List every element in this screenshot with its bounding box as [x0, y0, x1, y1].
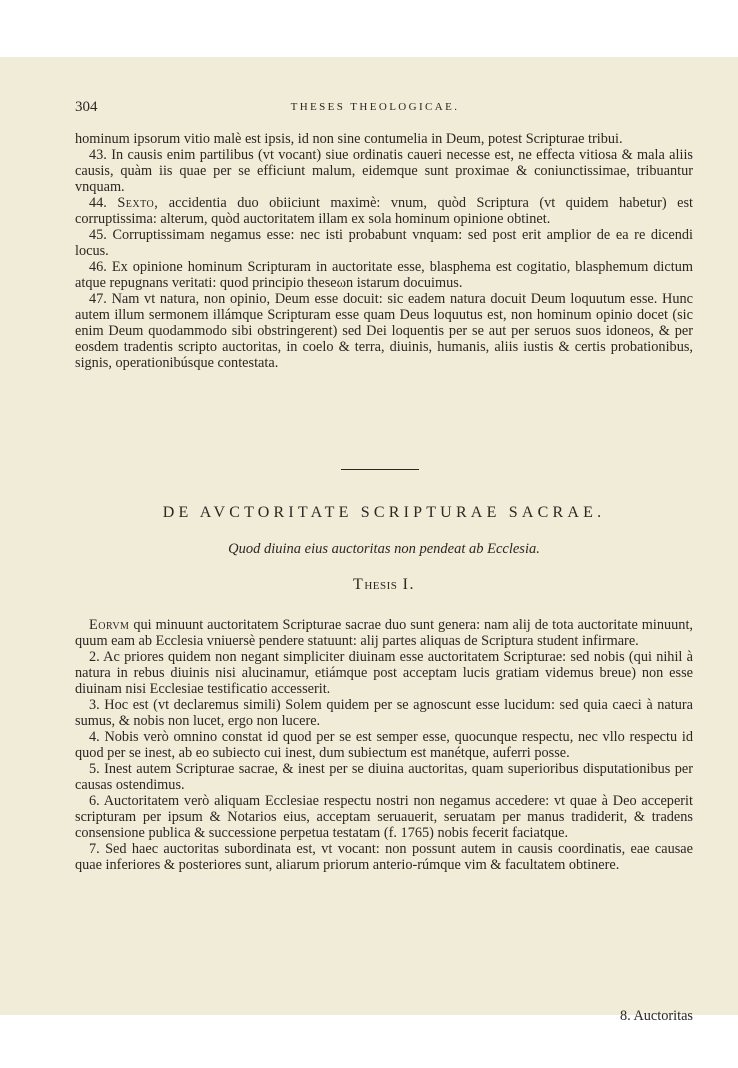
paragraph-44-text: accidentia duo obiiciunt maximè: vnum, quòd Scriptura (vt quidem habetur) est corruptissima: alterum, quòd auctoritatem illam ex sola hominum opinione obtinet. [75, 195, 693, 227]
thesis-number: I. [402, 576, 415, 593]
catchword: 8. Auctoritas [619, 1008, 693, 1024]
paragraph-44 [75, 195, 693, 227]
paragraph-46: 46. Ex opinione hominum Scripturam in auctoritate esse, blasphema est cogitatio, blasphemum dictum atque repugnans veritati: quod principio theseωn istarum docuimus. [75, 259, 693, 291]
paragraph-6: 6. Auctoritatem verò aliquam Ecclesiae respectu nostri non negamus accedere: vt quae à Deo acceperit scripturam per ipsum & Notarios eius, acceptam seruauerit, seruatam per manus tradiderit, & tradens consensione publica & successione perpetua testatam (f. 1765) nobis fecerit faciatque. [75, 793, 693, 841]
paragraph-5: 5. Inest autem Scripturae sacrae, & inest per se diuina auctoritas, quam superioribus disputationibus per causas ostendimus. [75, 761, 693, 793]
thesis-word: hesis [364, 577, 398, 593]
text-block-1 [75, 131, 693, 371]
book-page [0, 57, 738, 1024]
sexto-smallcaps: Sexto, [117, 195, 159, 211]
paragraph-44-number: 44. [89, 195, 107, 211]
running-head: THESES THEOLOGICAE. [290, 101, 460, 113]
paragraph-4: 4. Nobis verò omnino constat id quod per se est semper esse, quocunque respectu, nec vllo respectu id quod per se inest, ab eo subiecto cui inest, dum subiectum est manétque, auferri posse. [75, 729, 693, 761]
paragraph-45: 45. Corruptissimam negamus esse: nec isti probabunt vnquam: sed post erit amplior de ea re dicendi locus. [75, 227, 693, 259]
section-subtitle: Quod diuina eius auctoritas non pendeat ab Ecclesia. [228, 541, 540, 557]
paragraph-3: 3. Hoc est (vt declaremus simili) Solem quidem per se agnoscunt esse lucidum: sed quia caeci à natura sumus, & nobis non lucet, ergo non lucere. [75, 697, 693, 729]
paragraph-continued: hominum ipsorum vitio malè est ipsis, id non sine contumelia in Deum, potest Scripturae tribui. [75, 131, 623, 147]
text-block-2 [75, 617, 693, 873]
thesis-initial: T [353, 576, 365, 593]
page-header [75, 99, 675, 119]
eorum-smallcaps: Eorvm [89, 617, 130, 633]
section-divider [341, 469, 419, 470]
page-number: 304 [75, 99, 98, 115]
paragraph-1-text: qui minuunt auctoritatem Scripturae sacrae duo sunt genera: nam alij de tota auctoritate minuunt, quum eam ab Ecclesia vniuersè pendere statuunt: alij partes aliquas de Scriptura student infirmare. [75, 617, 693, 649]
paragraph-7: 7. Sed haec auctoritas subordinata est, vt vocant: non possunt autem in causis coordinatis, eae causae quae inferiores & posteriores sunt, aliarum priorum anterio-rúmque vim & facultatem obtinere. [75, 841, 693, 873]
section-title: DE AVCTORITATE SCRIPTURAE SACRAE. [162, 504, 606, 521]
thesis-heading [75, 576, 693, 594]
paragraph-43: 43. In causis enim partilibus (vt vocant) siue ordinatis caueri necesse est, ne effecta vitiosa & mala aliis causis, quàm iis quae per se efficiunt malum, eidemque sunt proximae & coniunctissimae, tribuantur vnquam. [75, 147, 693, 195]
paragraph-2: 2. Ac priores quidem non negant simpliciter diuinam esse auctoritatem Scripturae: sed nobis (qui nihil à natura in rebus diuinis nisi alucinamur, etiámque post acceptam lucis gratiam videmus breue) non esse diuinam nisi Ecclesiae testificatio accesserit. [75, 649, 693, 697]
paragraph-1 [75, 617, 693, 649]
paragraph-47: 47. Nam vt natura, non opinio, Deum esse docuit: sic eadem natura docuit Deum loquutum esse. Hunc autem illum sermonem illámque Scripturam esse quam Deus loquutus est, non hominum opinio docet (sic enim Deum quodammodo sibi obstringerent) sed Dei loquentis per se aut per seruos suos idoneos, & per eosdem tradentis scripto auctoritas, in coelo & terra, diuinis, humanis, aliis iustis & certis probationibus, signis, operationibúsque contestata. [75, 291, 693, 371]
